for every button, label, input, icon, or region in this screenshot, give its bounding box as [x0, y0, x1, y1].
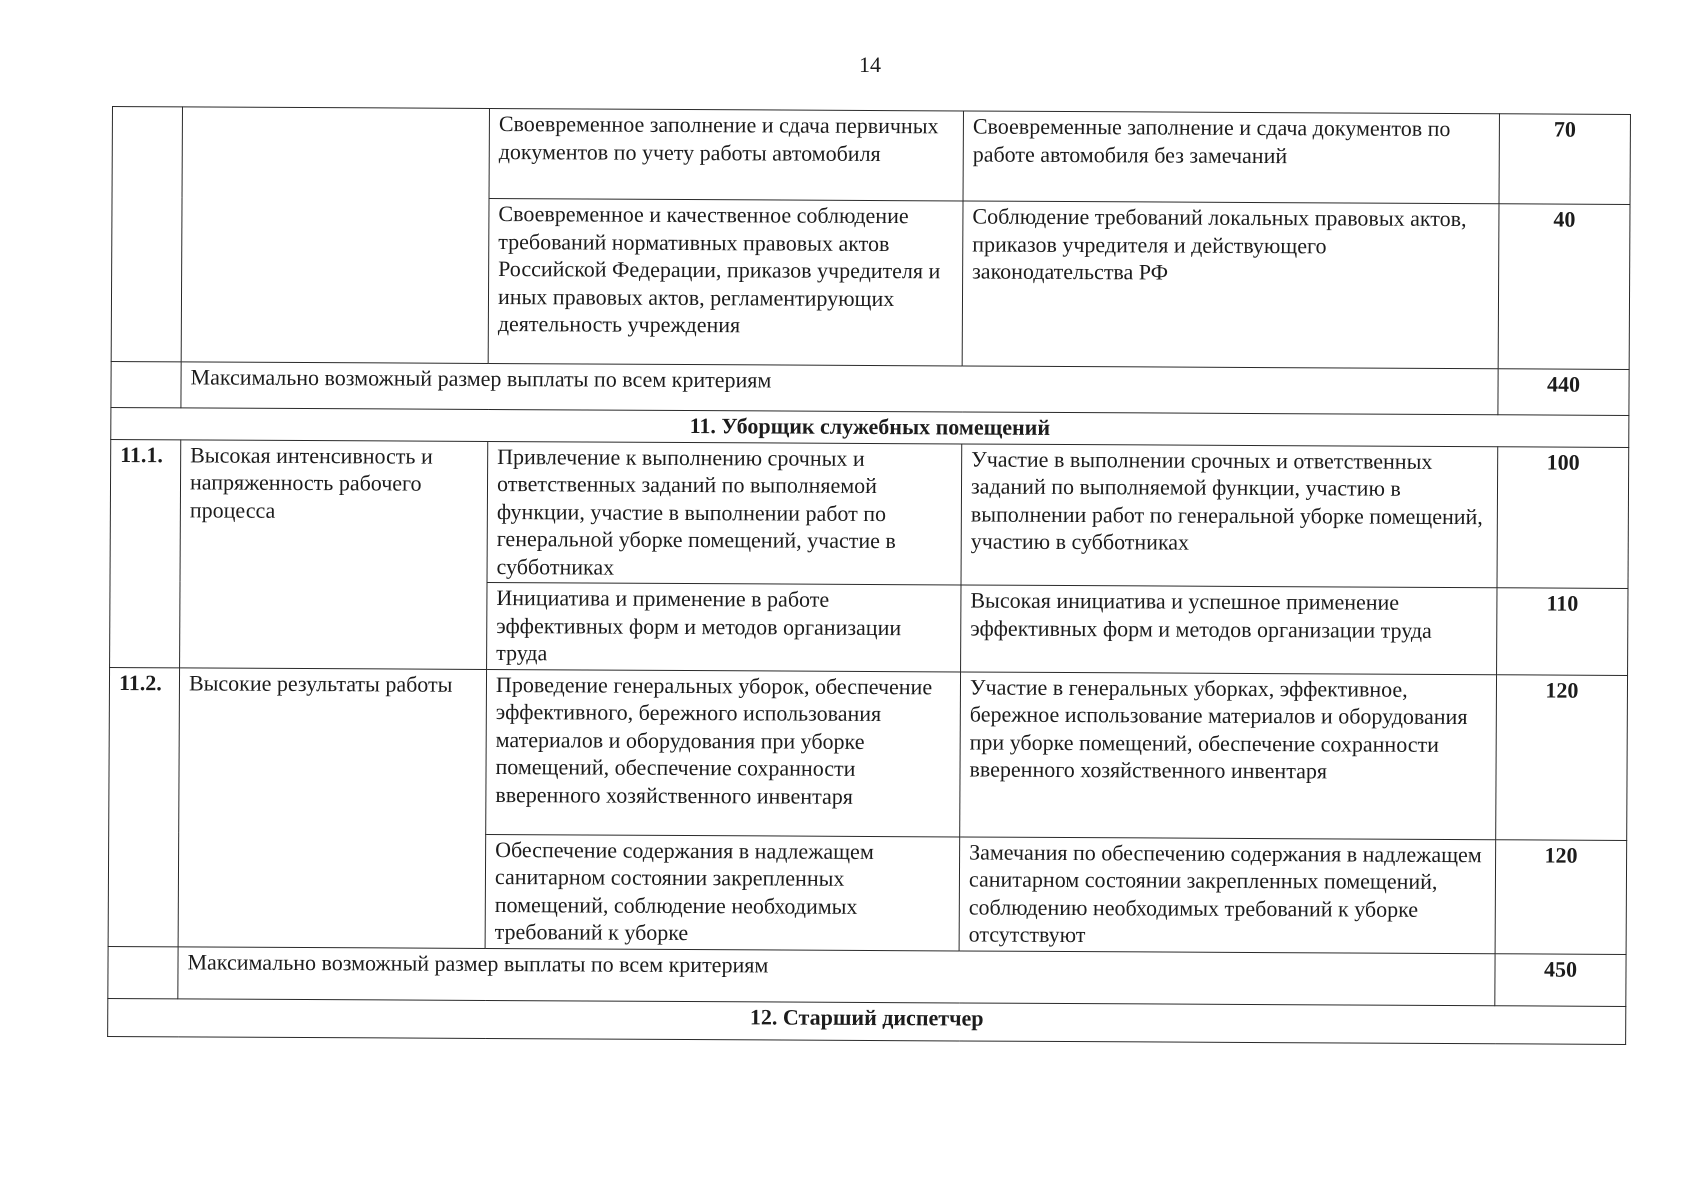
total-label: Максимально возможный размер выплаты по всем критериям: [178, 946, 1495, 1005]
criterion-cell: Привлечение к выполнению срочных и ответственных заданий по выполняемой функции, участие в выполнении работ по генеральной уборке помещений, участие в субботниках: [487, 441, 962, 585]
total-row: [108, 946, 1626, 1006]
table-row: [110, 439, 1629, 588]
indicator-cell: Участие в выполнении срочных и ответственных заданий по выполняемой функции, участию в выполнении работ по генеральной уборке помещений, участию в субботниках: [961, 443, 1498, 587]
item-name: Высокие результаты работы: [178, 667, 486, 948]
page-number: 14: [859, 52, 881, 77]
total-label: Максимально возможный размер выплаты по всем критериям: [181, 362, 1498, 415]
score-cell: 100: [1497, 446, 1629, 588]
total-score: 450: [1495, 953, 1626, 1006]
total-row: [111, 361, 1629, 415]
table-row: [109, 667, 1628, 840]
empty-name-cell: [181, 107, 489, 364]
empty-num-cell: [108, 946, 178, 998]
section-title: 11. Уборщик служебных помещений: [111, 407, 1629, 446]
score-cell: 110: [1497, 588, 1628, 675]
empty-num-cell: [111, 107, 182, 362]
section-row: [108, 998, 1626, 1044]
score-cell: 70: [1499, 114, 1630, 205]
table-row: [112, 107, 1630, 205]
empty-num-cell: [111, 361, 181, 407]
indicator-cell: Своевременные заполнение и сдача документов по работе автомобиля без замечаний: [963, 111, 1499, 204]
indicator-cell: Соблюдение требований локальных правовых актов, приказов учредителя и действующего законодательства РФ: [962, 201, 1499, 369]
criterion-cell: Обеспечение содержания в надлежащем санитарном состоянии закрепленных помещений, соблюдение необходимых требований к уборке: [485, 834, 960, 950]
item-number: 11.1.: [110, 439, 181, 667]
total-score: 440: [1498, 369, 1629, 416]
score-cell: 120: [1495, 839, 1627, 954]
indicator-cell: Высокая инициатива и успешное применение эффективных форм и методов организации труда: [961, 585, 1497, 674]
score-cell: 40: [1498, 204, 1630, 370]
criterion-cell: Проведение генеральных уборок, обеспечение эффективного, бережного использования материалов и оборудования при уборке помещений, обеспечение сохранности вверенного хозяйственного инвентаря: [486, 669, 961, 836]
item-name: Высокая интенсивность и напряженность рабочего процесса: [180, 439, 488, 669]
criterion-cell: Инициатива и применение в работе эффективных форм и методов организации труда: [487, 582, 961, 671]
section-title: 12. Старший диспетчер: [108, 998, 1626, 1044]
criteria-table: [107, 106, 1631, 1044]
score-cell: 120: [1496, 674, 1628, 840]
indicator-cell: Участие в генеральных уборках, эффективное, бережное использование материалов и оборудования при уборке помещений, обеспечение сохранности вверенного хозяйственного инвентаря: [960, 671, 1497, 839]
criterion-cell: Своевременное заполнение и сдача первичных документов по учету работы автомобиля: [489, 108, 963, 200]
item-number: 11.2.: [108, 667, 179, 946]
indicator-cell: Замечания по обеспечению содержания в надлежащем санитарном состоянии закрепленных помещений, соблюдению необходимых требований к уборке отсутствуют: [959, 836, 1496, 953]
criterion-cell: Своевременное и качественное соблюдение требований нормативных правовых актов Российской Федерации, приказов учредителя и иных правовых актов, регламентирующих деятельность учреждения: [488, 198, 963, 365]
